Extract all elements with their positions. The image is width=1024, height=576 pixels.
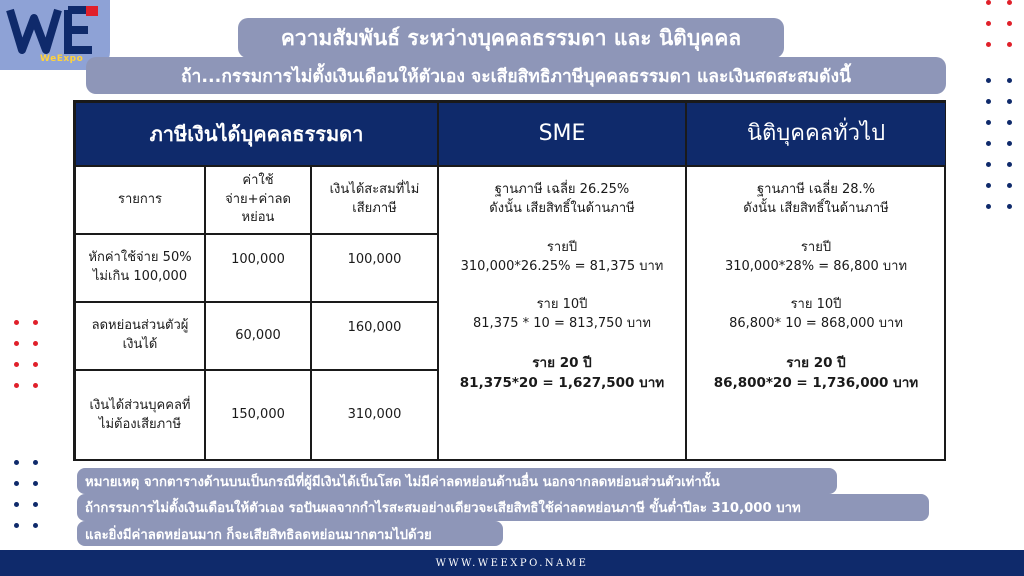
sme-base-note: ดังนั้น เสียสิทธิ์ในด้านภาษี — [489, 200, 635, 216]
logo-text: WeExpo — [40, 54, 84, 64]
corp-yearly-label: รายปี — [800, 239, 832, 255]
header-personal-income-tax: ภาษีเงินได้บุคคลธรรมดา — [75, 102, 438, 166]
weexpo-logo-mark — [6, 4, 102, 56]
tax-comparison-table — [73, 100, 946, 461]
decor-dots-right-navy — [986, 78, 1012, 209]
corp-base-rate: ฐานภาษี เฉลี่ย 28.% — [757, 182, 875, 197]
corp-ten-year-calc: 86,800* 10 = 868,000 บาท — [729, 316, 903, 332]
col-header-item: รายการ — [75, 166, 205, 234]
corp-twenty-year-label: ราย 20 ปี — [786, 355, 846, 372]
corp-calculation — [686, 166, 946, 461]
header-sme: SME — [438, 102, 686, 166]
sme-ten-year-calc: 81,375 * 10 = 813,750 บาท — [473, 316, 651, 332]
row1-item: หักค่าใช้จ่าย 50% ไม่เกิน 100,000 — [75, 234, 205, 302]
decor-dots-left-navy — [14, 460, 38, 528]
row1-saved: 100,000 — [311, 234, 438, 302]
sme-twenty-year-calc: 81,375*20 = 1,627,500 บาท — [459, 374, 665, 391]
row2-expense: 60,000 — [205, 302, 311, 370]
header-corporate: นิติบุคคลทั่วไป — [686, 102, 946, 166]
row3-expense: 150,000 — [205, 370, 311, 461]
corp-ten-year-label: ราย 10ปี — [790, 297, 842, 313]
sme-yearly-calc: 310,000*26.25% = 81,375 บาท — [460, 258, 664, 274]
corp-base-note: ดังนั้น เสียสิทธิ์ในด้านภาษี — [743, 200, 889, 216]
row2-saved: 160,000 — [311, 302, 438, 370]
row3-item: เงินได้ส่วนบุคคลที่ไม่ต้องเสียภาษี — [75, 370, 205, 461]
row1-expense: 100,000 — [205, 234, 311, 302]
corp-twenty-year-calc: 86,800*20 = 1,736,000 บาท — [713, 374, 919, 391]
col-header-expense: ค่าใช้จ่าย+ค่าลดหย่อน — [205, 166, 311, 234]
note-line-1: หมายเหตุ จากตารางด้านบนเป็นกรณีที่ผู้มีเงินได้เป็นโสด ไม่มีค่าลดหย่อนด้านอื่น นอกจากลดหย่อนส่วนตัวเท่านั้น — [77, 468, 837, 494]
sme-yearly-label: รายปี — [546, 239, 578, 255]
row2-item: ลดหย่อนส่วนตัวผู้เงินได้ — [75, 302, 205, 370]
decor-dots-top-right-red — [986, 0, 1012, 47]
sme-calculation — [438, 166, 686, 461]
sme-twenty-year-label: ราย 20 ปี — [532, 355, 592, 372]
corp-yearly-calc: 310,000*28% = 86,800 บาท — [724, 258, 908, 274]
decor-dots-left-red — [14, 320, 38, 388]
footer-website — [0, 550, 1024, 576]
row3-saved: 310,000 — [311, 370, 438, 461]
col-header-saved-income: เงินได้สะสมที่ไม่เสียภาษี — [311, 166, 438, 234]
note-line-3: และยิ่งมีค่าลดหย่อนมาก ก็จะเสียสิทธิลดหย่อนมากตามไปด้วย — [77, 521, 503, 546]
page-subtitle: ถ้า...กรรมการไม่ตั้งเงินเดือนให้ตัวเอง จะเสียสิทธิภาษีบุคคลธรรมดา และเงินสดสะสมดังนี้ — [86, 57, 946, 94]
note-line-2: ถ้ากรรมการไม่ตั้งเงินเดือนให้ตัวเอง รอปันผลจากกำไรสะสมอย่างเดียวจะเสียสิทธิใช้ค่าลดหย่อนภาษี ขั้นต่ำปีละ 310,000 บาท — [77, 494, 929, 521]
footer-url[interactable]: WWW.WEEXPO.NAME — [435, 557, 589, 569]
sme-ten-year-label: ราย 10ปี — [536, 297, 588, 313]
page-title: ความสัมพันธ์ ระหว่างบุคคลธรรมดา และ นิติบุคคล — [238, 18, 784, 58]
sme-base-rate: ฐานภาษี เฉลี่ย 26.25% — [494, 182, 630, 197]
